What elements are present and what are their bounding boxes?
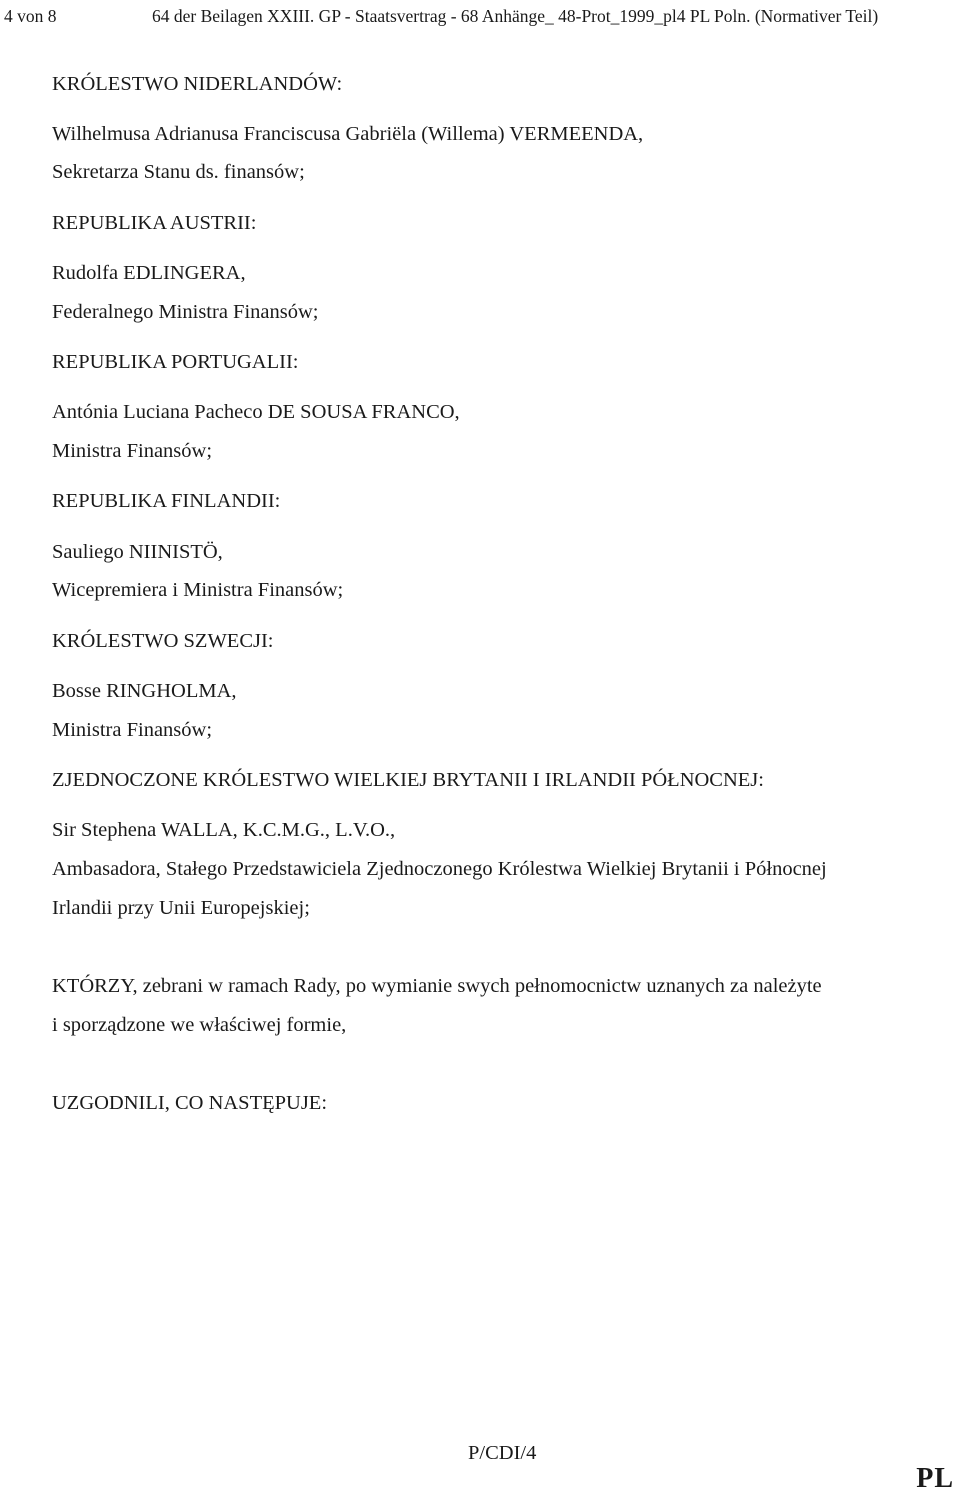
representative-name: Sauliego NIINISTÖ, (52, 541, 223, 563)
language-code: PL (916, 1463, 954, 1494)
representative-title: Ministra Finansów; (52, 440, 213, 462)
agreement-heading: UZGODNILI, CO NASTĘPUJE: (52, 1092, 328, 1114)
document-code: P/CDI/4 (468, 1442, 537, 1464)
country-heading: KRÓLESTWO NIDERLANDÓW: (52, 73, 343, 95)
representative-title: Federalnego Ministra Finansów; (52, 301, 319, 323)
representative-title-continued: Irlandii przy Unii Europejskiej; (52, 897, 310, 919)
representative-name: Sir Stephena WALLA, K.C.M.G., L.V.O., (52, 819, 396, 841)
document-title: 64 der Beilagen XXIII. GP - Staatsvertrag - 68 Anhänge_ 48-Prot_1999_pl4 PL Poln. (Normativer Teil) (152, 6, 879, 26)
representative-name: Rudolfa EDLINGERA, (52, 262, 246, 284)
page-header (0, 6, 960, 30)
representative-name: Wilhelmusa Adrianusa Franciscusa Gabriëla (Willema) VERMEENDA, (52, 123, 644, 145)
representative-title: Sekretarza Stanu ds. finansów; (52, 161, 305, 183)
country-heading: REPUBLIKA AUSTRII: (52, 212, 257, 234)
representative-title: Ambasadora, Stałego Przedstawiciela Zjednoczonego Królestwa Wielkiej Brytanii i Północnej (52, 858, 827, 880)
representative-title: Wicepremiera i Ministra Finansów; (52, 579, 344, 601)
country-heading: ZJEDNOCZONE KRÓLESTWO WIELKIEJ BRYTANII I IRLANDII PÓŁNOCNEJ: (52, 769, 764, 791)
country-heading: KRÓLESTWO SZWECJI: (52, 630, 274, 652)
representative-name: Antónia Luciana Pacheco DE SOUSA FRANCO, (52, 401, 460, 423)
representative-name: Bosse RINGHOLMA, (52, 680, 237, 702)
preamble-text: KTÓRZY, zebrani w ramach Rady, po wymianie swych pełnomocnictw uznanych za należyte (52, 975, 822, 997)
page-number: 4 von 8 (4, 6, 57, 26)
country-heading: REPUBLIKA FINLANDII: (52, 490, 281, 512)
representative-title: Ministra Finansów; (52, 719, 213, 741)
preamble-text-continued: i sporządzone we właściwej formie, (52, 1014, 347, 1036)
country-heading: REPUBLIKA PORTUGALII: (52, 351, 299, 373)
